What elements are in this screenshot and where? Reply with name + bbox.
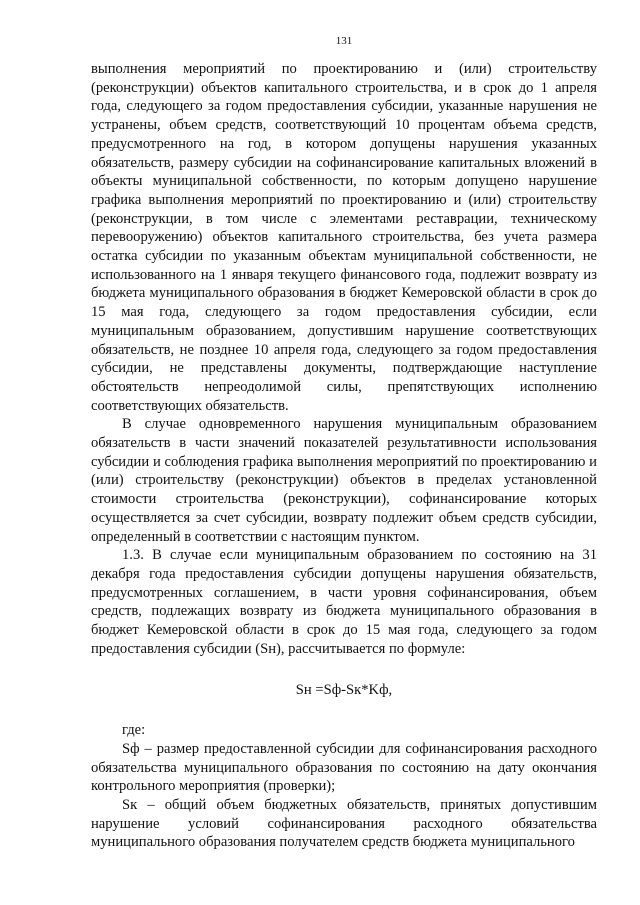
paragraph-clause-1-3: 1.3. В случае если муниципальным образованием по состоянию на 31 декабря года предоставления субсидии допущены нарушения обязательств, предусмотренных соглашением, в части уровня софинансирования, объем средств, подлежащих возврату из бюджета муниципального образования в бюджет Кемеровской области в срок до 15 мая года, следующего за годом предоставления субсидии (Sн), рассчитывается по формуле: — [91, 547, 597, 657]
where-label: где: — [122, 722, 146, 739]
paragraph-continuation: выполнения мероприятий по проектированию и (или) строительству (реконструкции) объектов капитального строительства, и в срок до 1 апреля года, следующего за годом предоставления субсидии, указанные нарушения не устранены, объем средств, соответствующий 10 процентам объема средств, предусмотренного на год, в котором допущены нарушения указанных обязательств, размеру субсидии на софинансирование капитальных вложений в объекты муниципальной собственности, по которым допущено нарушение графика выполнения мероприятий по проектированию и (или) строительству (реконструкции, в том числе с элементами реставрации, техническому перевооружению) объектов капитального строительства, без учета размера остатка субсидии по указанным объектам муниципальной собственности, не использованного на 1 января текущего финансового года, подлежит возврату из бюджета муниципального образования в бюджет Кемеровской области в срок до 15 мая года, следующего за годом предоставления субсидии, если муниципальным образованием, допустившим нарушение соответствующих обязательств, не позднее 10 апреля года, следующего за годом предоставления субсидии, не представлены документы, подтверждающие наступление обстоятельств непреодолимой силы, препятствующих исполнению соответствующих обязательств. — [91, 61, 597, 414]
definition-sk: Sк – общий объем бюджетных обязательств, принятых допустившим нарушение условий софинансирования расходного обязательства муниципального образования получателем средств бюджета муниципального — [91, 797, 597, 851]
formula: Sн =Sф-Sк*Kф, — [295, 681, 393, 698]
paragraph-simultaneous-violation: В случае одновременного нарушения муниципальным образованием обязательств в части значений показателей результативности использования субсидии и соблюдения графика выполнения мероприятий по проектированию и (или) строительству (реконструкции) объектов в пределах установленной стоимости строительства (реконструкции), софинансирование которых осуществляется за счет субсидии, возврату подлежит объем средств субсидии, определенный в соответствии с настоящим пунктом. — [91, 416, 597, 545]
document-page — [91, 34, 597, 852]
page-number: 131 — [335, 35, 353, 47]
definition-sf: Sф – размер предоставленной субсидии для софинансирования расходного обязательства муниципального образования по состоянию на дату окончания контрольного мероприятия (проверки); — [91, 740, 597, 795]
